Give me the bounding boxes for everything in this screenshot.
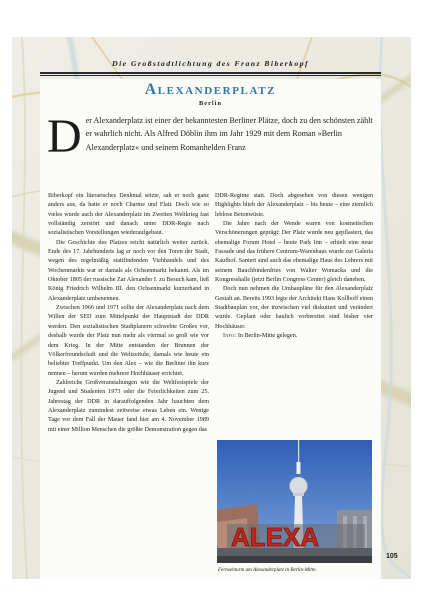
info-label: Info: [223,333,237,340]
right-column [215,192,373,342]
header-rule-top [40,72,381,74]
left-paragraph-3: Zwischen 1966 und 1971 sollte der Alexanderplatz nach dem Willen der SED zum Mittelpunkt der Hauptstadt der DDR werden. Den sozialistischen Stadtplanern schwebte Großes vor, deshalb wurde der Platz nun mehr als viermal so groß wie vor dem Krieg. In der Mitte entstanden der Brunnen der Völkerfreundschaft und die Weltzeituhr, damals wie heute ein beliebter Treffpunkt. Um den Alex – wie die Berliner ihn kurz nennen – herum wurden mehrere Hochhäuser errichtet. [48,305,209,377]
left-column [48,192,209,435]
drop-cap: D [47,110,82,163]
header-rule-bottom [40,75,381,76]
page-title: Alexanderplatz [144,81,277,98]
intro-paragraph [47,110,373,184]
tv-tower-illustration [217,440,372,563]
photo-caption: Fernsehturm am Alexanderplatz in Berlin-Mitte. [218,567,317,573]
chapter-kicker: Die Großstadtlichtung des Franz Biberkopf [112,59,309,68]
page-number: 105 [386,553,398,560]
left-paragraph-2: Die Geschichte des Platzes reicht natürlich weiter zurück. Ende des 17. Jahrhunderts lag er noch vor den Toren der Stadt, wegen des regelmäßig stattfindenden Viehhandels und des Wochenmarkts war er damals als Ochsenmarkt bekannt. Als im Oktober 1805 der russische Zar Alexander I. zu Besuch kam, ließ König Friedrich Wilhelm III. den Ochsenmarkt kurzerhand in Alexanderplatz umbenennen. [48,239,209,302]
page-subtitle: Berlin [198,100,223,107]
right-paragraph-2: Die Jahre nach der Wende waren von kosmetischen Verschönerungen geprägt: Der Platz wurde neu gepflastert, das ehemalige Forum Hotel – heute Park Inn – erhielt eine neue Fassade und das frühere Centrum-Warenhaus wurde zur Galeria Kaufhof. Saniert sind auch das ehemalige Haus des Lehrers mit seinem Bauchbindenfries von Walter Womacka und die Kongresshalle (jetzt Berlin Congress Center) gleich daneben. [215,221,373,284]
right-paragraph-3: Doch nun nehmen die Umbaupläne für den Alexanderplatz Gestalt an. Bereits 1993 legte der Architekt Hans Kollhoff einen Stadtbauplan vor, der inzwischen viel diskutiert und verändert wurde. Geplant oder baulich vorbereitet sind bisher vier Hochhäuser. [215,286,373,330]
info-paragraph [215,332,373,341]
left-paragraph-4: Zahlreiche Großveranstaltungen wie die Weltfestspiele der Jugend und Studenten 1973 oder die Feierlichkeiten zum 25. Jahrestag der DDR in darauffolgenden Jahr hauchten dem Alexanderplatz zumindest zeitweise etwas Leben ein. Wenige Tage vor dem Fall der Mauer fand hier am 4. November 1989 mit einer Million Menschen die größte Demonstration gegen das [48,379,209,433]
intro-text: er Alexanderplatz ist einer der bekanntesten Berliner Plätze, doch zu den schönsten zählt er wahrlich nicht. Als Alfred Döblin ihm im Jahr 1929 mit dem Roman »Berlin Alexanderplatz« und seinem Romanhelden Franz [85,116,373,152]
left-paragraph-1: Biberkopf ein literarisches Denkmal setzte, sah er noch ganz anders aus, da hatte er noch Charme und Flair. Doch wie so vieles wurde auch der Alexanderplatz im Zweiten Weltkrieg fast vollständig zerstört und danach unter DDR-Regie nach sozialistischen Vorstellungen wiederaufgebaut. [48,193,209,237]
photo-tv-tower [217,440,372,563]
alexa-sign-text: ALEXA [231,522,320,552]
alexa-sign [227,522,365,552]
right-paragraph-1: DDR-Regime statt. Doch abgesehen von diesen wenigen Highlights blieb der Alexanderplatz – bis heute – eine ziemlich leblose Betonwüste. [215,193,373,218]
info-text: In Berlin-Mitte gelegen. [237,333,298,340]
